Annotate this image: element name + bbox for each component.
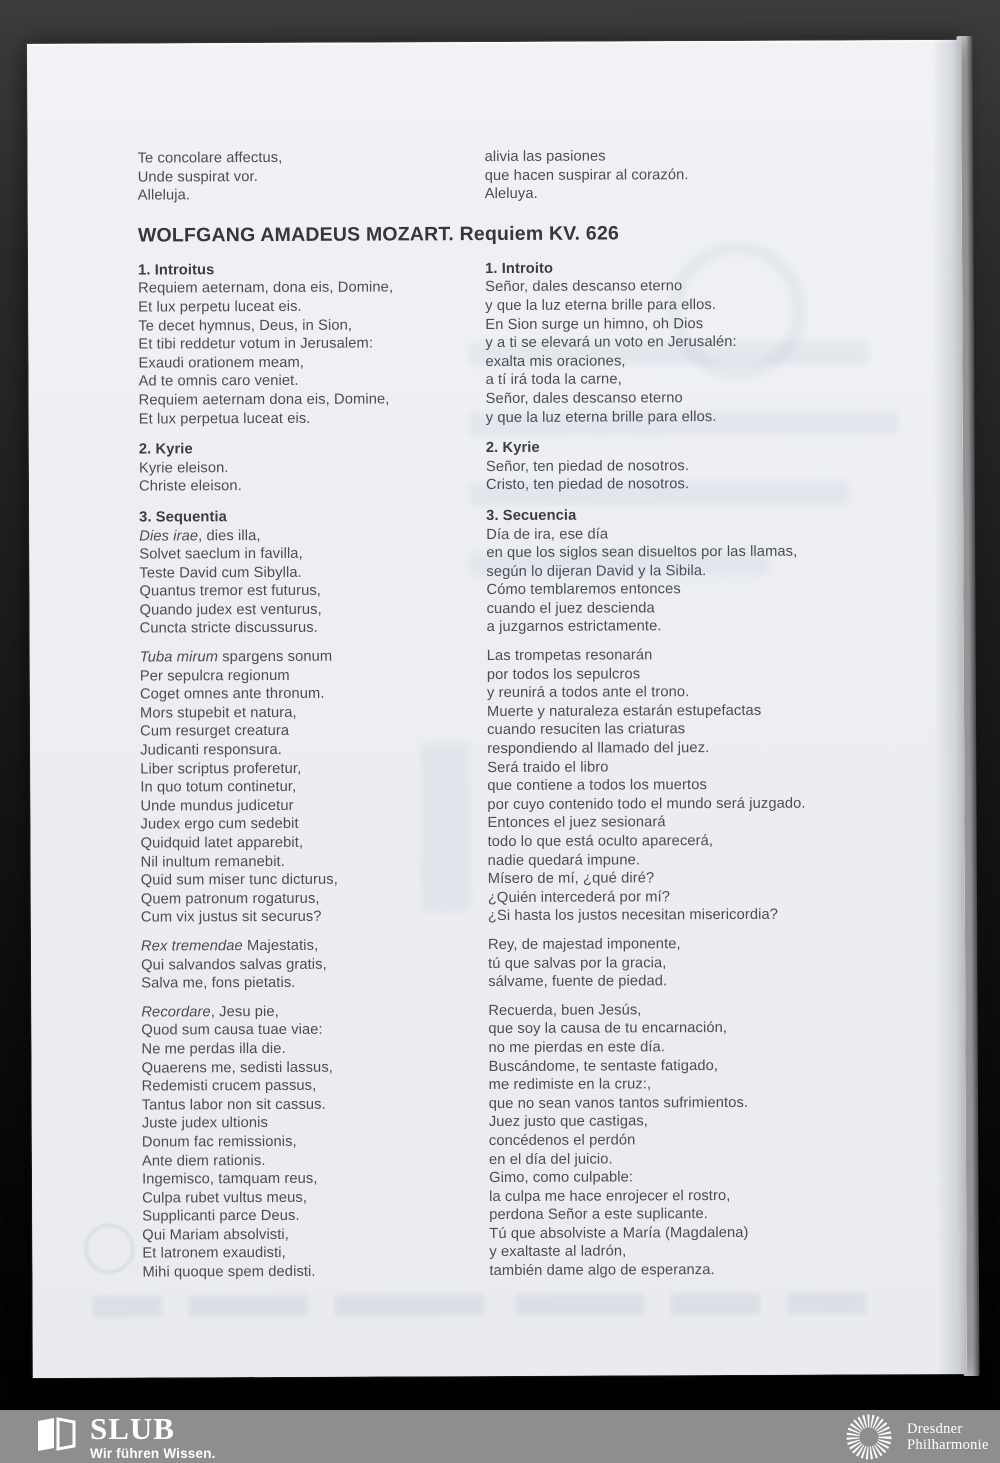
text-line: a juzgarnos estrictamente. (486, 618, 662, 636)
text-line: Kyrie eleison. (138, 459, 229, 477)
text-line: Per sepulcra regionum (139, 667, 290, 685)
text-line: Muerte y naturaleza estarán estupefactas (486, 702, 762, 720)
spanish-column (485, 258, 927, 427)
text-line: Entonces el juez sesionará (487, 814, 666, 832)
text-line: Cómo temblaremos entonces (486, 581, 681, 599)
program-text (27, 40, 966, 1283)
movement-heading: 3. Sequentia (139, 509, 227, 526)
text-line: Et lux perpetu luceat eis. (138, 298, 302, 316)
text-line: Mihi quoque spem dedisti. (142, 1263, 316, 1281)
work-title: WOLFGANG AMADEUS MOZART. Requiem KV. 626 (137, 222, 620, 247)
text-line: Juez justo que castigas, (488, 1113, 649, 1131)
text-line: Señor, dales descanso eterno (485, 278, 683, 296)
text-line: no me pierdas en este día. (488, 1039, 666, 1056)
text-line: Quidquid latet apparebit, (140, 834, 304, 852)
spanish-column (486, 505, 930, 1281)
stanza (139, 458, 486, 497)
movement-heading: 1. Introito (485, 260, 554, 277)
movement-heading: 1. Introitus (138, 262, 215, 279)
text-line: Te concolare affectus, (137, 149, 283, 167)
stanza (141, 1002, 489, 1282)
slub-wordmark-group (90, 1411, 216, 1461)
text-line: Cum vix justus sit securus? (140, 909, 322, 926)
viewer-footer (0, 1410, 1000, 1463)
text-line: que soy la causa de tu encarnación, (488, 1020, 728, 1038)
text-line: Qui Mariam absolvisti, (142, 1226, 289, 1244)
text-line: Te decet hymnus, Deus, in Sion, (138, 317, 353, 335)
text-line: Ne me perdas illa die. (141, 1040, 286, 1058)
stanza (488, 1000, 930, 1281)
text-line: Christe eleison. (138, 478, 242, 495)
text-line: Donum fac remissionis, (141, 1133, 297, 1151)
text-line: Tuba mirum spargens sonum (139, 648, 333, 666)
text-line: exalta mis oraciones, (485, 353, 626, 370)
stanza (141, 936, 488, 993)
text-line: Tú que absolviste a María (Magdalena) (489, 1224, 749, 1242)
movements (138, 258, 930, 1282)
slub-wordmark: SLUB (90, 1411, 175, 1446)
text-line: a tí irá toda la carne, (485, 371, 622, 389)
text-line: Requiem aeternam dona eis, Domine, (138, 391, 390, 409)
text-line: Requiem aeternam, dona eis, Domine, (138, 279, 394, 297)
text-line: Qui salvandos salvas gratis, (141, 956, 327, 974)
movement-section (138, 258, 927, 429)
text-line: Salva me, fons pietatis. (141, 975, 296, 992)
text-line: Unde suspirat vor. (137, 168, 258, 186)
latin-column (138, 148, 485, 205)
text-line: y exaltaste al ladrón, (489, 1243, 627, 1261)
text-line: Exaudi orationem meam, (138, 354, 305, 372)
text-line: Quantus tremor est futurus, (139, 583, 322, 600)
text-line: Señor, dales descanso eterno (485, 390, 683, 407)
text-line: Supplicanti parce Deus. (142, 1208, 300, 1225)
stanza (485, 276, 927, 427)
movement-heading: 2. Kyrie (138, 441, 193, 458)
text-line: ¿Quién intercederá por mí? (487, 889, 671, 906)
text-line: perdona Señor a este suplicante. (489, 1206, 709, 1224)
starburst-icon (843, 1411, 895, 1463)
text-line: ¿Si hasta los justos necesitan misericordia? (487, 907, 779, 925)
text-line: y a ti se elevará un voto en Jerusalén: (485, 334, 737, 352)
text-line: y que la luz eterna brille para ellos. (485, 408, 717, 426)
philharmonie-logo[interactable] (843, 1411, 989, 1463)
text-line: Las trompetas resonarán (486, 647, 653, 665)
text-line: Rex tremendae Majestatis, (140, 937, 319, 955)
bleedthrough-logos (93, 1292, 953, 1318)
text-line: en el día del juicio. (488, 1150, 613, 1168)
text-line: concédenos el perdón (488, 1132, 636, 1149)
text-line: Mors stupebit et natura, (139, 704, 297, 722)
text-line: Cristo, ten piedad de nosotros. (485, 476, 690, 494)
text-line: Ingemisco, tamquam reus, (142, 1170, 318, 1188)
text-line: sálvame, fuente de piedad. (488, 973, 668, 991)
spanish-column (485, 146, 926, 204)
text-line: Mísero de mí, ¿qué diré? (487, 870, 655, 888)
stanza (140, 647, 488, 927)
text-line: cuando resuciten las criaturas (487, 721, 686, 739)
text-line: la culpa me hace enrojecer el rostro, (489, 1187, 731, 1205)
movement-heading: 2. Kyrie (485, 439, 540, 457)
text-line: que hacen suspirar al corazón. (484, 166, 689, 184)
text-line: que contiene a todos los muertos (487, 777, 707, 795)
movement-section (139, 437, 927, 496)
text-line: Et lux perpetua luceat eis. (138, 410, 311, 428)
text-line: Et latronem exaudisti, (142, 1245, 286, 1263)
philharmonie-line1: Dresdner (907, 1420, 963, 1437)
text-line: Ad te omnis caro veniet. (138, 373, 299, 390)
text-line: Buscándome, te sentaste fatigado, (488, 1057, 719, 1075)
text-line: Redemisti crucem passus, (141, 1077, 317, 1095)
text-line: cuando el juez descienda (486, 600, 655, 617)
movement-section (139, 505, 930, 1282)
text-line: Quaerens me, sedisti lassus, (141, 1059, 333, 1077)
stanza (486, 456, 927, 495)
text-line: y que la luz eterna brille para ellos. (485, 297, 717, 315)
scanned-page (27, 40, 967, 1378)
text-line: En Sion surge un himno, oh Dios (485, 315, 704, 333)
text-line: Cum resurget creatura (140, 723, 290, 740)
text-line: Quid sum miser tunc dicturus, (140, 871, 338, 889)
text-line: Teste David cum Sibylla. (139, 564, 302, 582)
text-line: Recordare, Jesu pie, (141, 1003, 279, 1021)
text-line: Ante diem rationis. (141, 1152, 266, 1170)
text-line: Recuerda, buen Jesús, (488, 1002, 642, 1019)
text-line: Culpa rubet vultus meus, (142, 1189, 308, 1207)
text-line: Judicanti responsura. (140, 741, 282, 759)
latin-column (139, 507, 489, 1282)
text-line: respondiendo al llamado del juez. (487, 740, 710, 758)
movement-heading: 3. Secuencia (486, 507, 577, 524)
text-line: Tantus labor non sit cassus. (141, 1096, 326, 1114)
text-line: por todos los sepulcros (486, 666, 641, 683)
open-book-icon (36, 1417, 76, 1453)
text-line: y reunirá a todos ante el trono. (486, 684, 690, 702)
opening-lines (138, 146, 926, 205)
spanish-column (486, 437, 927, 495)
latin-column (138, 260, 486, 429)
text-line: Quod sum causa tuae viae: (141, 1022, 323, 1039)
text-line: Coget omnes ante thronum. (139, 686, 325, 703)
text-line: Señor, ten piedad de nosotros. (485, 457, 690, 475)
text-line: Día de ira, ese día (486, 526, 609, 543)
text-line: nadie quedará impune. (487, 851, 641, 869)
text-line: Nil inultum remanebit. (140, 853, 285, 871)
text-line: todo lo que está oculto aparecerá, (487, 833, 714, 851)
slub-logo[interactable] (36, 1411, 216, 1461)
text-line: Rey, de majestad imponente, (487, 936, 681, 954)
text-line: Cuncta stricte discussurus. (139, 620, 318, 638)
latin-column (139, 439, 486, 496)
text-line: Et tibi reddetur votum in Jerusalem: (138, 335, 374, 353)
text-line: alivia las pasiones (484, 148, 606, 166)
text-line: que no sean vanos tantos sufrimientos. (488, 1094, 749, 1112)
text-line: Liber scriptus proferetur, (140, 760, 302, 778)
stanza (138, 278, 486, 428)
text-line: me redimiste en la cruz:, (488, 1076, 652, 1094)
text-line: Judex ergo cum sedebit (140, 816, 299, 833)
text-line: Quando judex est venturus, (139, 601, 322, 619)
text-line: Solvet saeclum in favilla, (139, 545, 303, 563)
stanza (487, 645, 929, 926)
text-line: Aleluya. (484, 186, 538, 203)
text-line: Alleluja. (137, 187, 191, 204)
text-line: también dame algo de esperanza. (489, 1262, 715, 1280)
stanza (488, 934, 929, 992)
philharmonie-wordmark (907, 1421, 989, 1454)
stanza (486, 524, 927, 637)
text-line: tú que salvas por la gracia, (488, 954, 667, 972)
text-line: según lo dijeran David y la Sibila. (486, 562, 707, 580)
text-line: Quem patronum rogaturus, (140, 890, 320, 908)
text-line: en que los siglos sean disueltos por las llamas, (486, 543, 798, 562)
stanza (139, 526, 486, 639)
philharmonie-line2: Philharmonie (907, 1437, 989, 1453)
text-line: Dies irae, dies illa, (139, 527, 261, 545)
slub-tagline: Wir führen Wissen. (90, 1446, 216, 1461)
text-line: por cuyo contenido todo el mundo será juzgado. (487, 795, 806, 813)
text-line: Juste judex ultionis (141, 1115, 268, 1132)
text-line: Gimo, como culpable: (489, 1169, 634, 1187)
text-line: In quo totum continetur, (140, 779, 297, 796)
text-line: Unde mundus judicetur (140, 797, 294, 815)
text-line: Será traido el libro (487, 759, 609, 776)
